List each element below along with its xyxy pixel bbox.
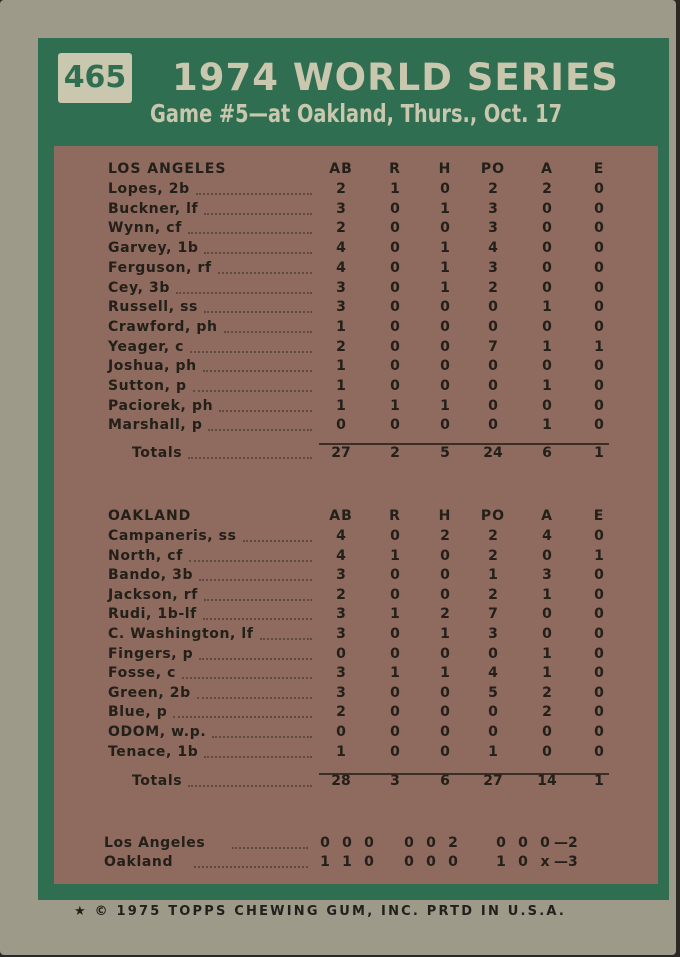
leader-dots xyxy=(203,370,312,372)
stat-r: 0 xyxy=(390,586,400,603)
stat-po: 3 xyxy=(488,200,498,217)
inning-score: 0 xyxy=(426,854,436,870)
player-name: North, cf xyxy=(108,547,183,564)
stat-ab: 0 xyxy=(336,417,346,434)
stat-po: 3 xyxy=(488,259,498,276)
leader-dots xyxy=(173,716,312,718)
stat-h: 1 xyxy=(440,397,450,414)
stat-h: 0 xyxy=(440,547,450,564)
stat-ab: 1 xyxy=(336,743,346,760)
player-name: Ferguson, rf xyxy=(108,259,212,276)
player-row xyxy=(54,260,658,279)
stat-a: 1 xyxy=(542,417,552,434)
stat-r: 0 xyxy=(390,724,400,740)
stat-e: 1 xyxy=(594,547,604,564)
los_angeles-totals-row xyxy=(54,445,658,464)
player-row xyxy=(54,587,658,606)
total-ab: 27 xyxy=(331,445,351,461)
player-name: Yeager, c xyxy=(108,338,185,355)
total-ab: 28 xyxy=(331,773,351,789)
stat-h: 1 xyxy=(440,626,450,642)
stat-po: 0 xyxy=(488,378,498,394)
stat-ab: 0 xyxy=(336,724,346,740)
stat-ab: 2 xyxy=(336,704,346,721)
stat-a: 1 xyxy=(542,378,552,394)
player-name: C. Washington, lf xyxy=(108,626,254,642)
leader-dots xyxy=(204,252,312,254)
stat-ab: 4 xyxy=(336,528,346,544)
stat-ab: 4 xyxy=(336,240,346,257)
column-header-po: PO xyxy=(480,161,506,177)
stat-e: 0 xyxy=(594,528,604,544)
stat-po: 0 xyxy=(488,724,498,740)
column-header-a: A xyxy=(541,161,553,177)
stat-r: 1 xyxy=(390,665,400,682)
stat-po: 0 xyxy=(488,318,498,335)
stat-po: 3 xyxy=(488,626,498,642)
inning-score: 0 xyxy=(364,835,374,851)
stat-a: 2 xyxy=(542,181,552,197)
stat-r: 0 xyxy=(390,528,400,544)
stat-e: 0 xyxy=(594,606,604,623)
stat-r: 1 xyxy=(390,547,400,564)
final-score: —2 xyxy=(554,835,578,851)
total-r: 2 xyxy=(390,445,400,461)
stat-r: 0 xyxy=(390,259,400,276)
linescore-team: Oakland xyxy=(104,854,174,870)
stat-ab: 1 xyxy=(336,358,346,375)
stat-a: 3 xyxy=(542,567,552,584)
stat-r: 0 xyxy=(390,567,400,584)
team-name: OAKLAND xyxy=(108,508,192,524)
leader-dots xyxy=(188,457,312,459)
total-po: 24 xyxy=(483,445,503,461)
stat-po: 3 xyxy=(488,220,498,237)
column-header-e: E xyxy=(593,508,605,524)
oakland-totals-row xyxy=(54,773,658,792)
column-header-ab: AB xyxy=(329,508,353,524)
player-name: Bando, 3b xyxy=(108,567,194,584)
stat-a: 1 xyxy=(542,665,552,682)
stat-r: 0 xyxy=(390,626,400,642)
stat-a: 0 xyxy=(542,318,552,335)
column-header-h: H xyxy=(438,508,452,524)
player-name: Jackson, rf xyxy=(108,586,198,603)
total-a: 14 xyxy=(537,773,557,789)
inning-score: 0 xyxy=(496,835,506,851)
stat-a: 2 xyxy=(542,684,552,701)
stat-a: 0 xyxy=(542,626,552,642)
stat-h: 0 xyxy=(440,704,450,721)
player-name: Sutton, p xyxy=(108,378,187,394)
stat-e: 0 xyxy=(594,279,604,296)
leader-dots xyxy=(189,560,312,562)
totals-label: Totals xyxy=(132,773,183,789)
linescore-row xyxy=(54,854,658,873)
stat-e: 0 xyxy=(594,220,604,237)
stat-ab: 2 xyxy=(336,586,346,603)
leader-dots xyxy=(208,429,312,431)
player-row xyxy=(54,280,658,299)
stat-a: 4 xyxy=(542,528,552,544)
stat-a: 0 xyxy=(542,240,552,257)
stat-e: 0 xyxy=(594,417,604,434)
stat-po: 1 xyxy=(488,743,498,760)
leader-dots xyxy=(190,351,312,353)
inning-score: x xyxy=(540,854,550,870)
stat-a: 2 xyxy=(542,704,552,721)
stat-po: 2 xyxy=(488,181,498,197)
stat-e: 0 xyxy=(594,724,604,740)
stat-r: 0 xyxy=(390,704,400,721)
column-header-r: R xyxy=(389,508,401,524)
totals-label: Totals xyxy=(132,445,183,461)
stat-r: 0 xyxy=(390,279,400,296)
stat-ab: 0 xyxy=(336,645,346,662)
player-row xyxy=(54,626,658,645)
stat-po: 4 xyxy=(488,240,498,257)
stat-ab: 2 xyxy=(336,220,346,237)
leader-dots xyxy=(218,272,312,274)
stat-e: 0 xyxy=(594,665,604,682)
leader-dots xyxy=(204,311,312,313)
stat-ab: 1 xyxy=(336,397,346,414)
player-name: Fosse, c xyxy=(108,665,177,682)
stat-r: 1 xyxy=(390,397,400,414)
player-name: Wynn, cf xyxy=(108,220,182,237)
stat-e: 0 xyxy=(594,259,604,276)
player-row xyxy=(54,240,658,259)
stat-ab: 3 xyxy=(336,626,346,642)
stat-r: 0 xyxy=(390,684,400,701)
player-row xyxy=(54,665,658,684)
stat-po: 0 xyxy=(488,299,498,316)
leader-dots xyxy=(204,213,312,215)
player-row xyxy=(54,319,658,338)
player-name: Campaneris, ss xyxy=(108,528,237,544)
stat-a: 0 xyxy=(542,547,552,564)
stat-a: 0 xyxy=(542,358,552,375)
copyright-line: ★ © 1975 TOPPS CHEWING GUM, INC. PRTD IN U.S.A. xyxy=(74,904,566,919)
total-po: 27 xyxy=(483,773,503,789)
stat-h: 0 xyxy=(440,358,450,375)
leader-dots xyxy=(219,410,312,412)
linescore-row xyxy=(54,835,658,854)
player-row xyxy=(54,201,658,220)
inning-score: 0 xyxy=(518,854,528,870)
player-row xyxy=(54,299,658,318)
stat-e: 0 xyxy=(594,704,604,721)
stat-po: 0 xyxy=(488,358,498,375)
stat-ab: 3 xyxy=(336,279,346,296)
inning-score: 0 xyxy=(404,854,414,870)
stat-ab: 3 xyxy=(336,567,346,584)
stat-a: 0 xyxy=(542,259,552,276)
player-name: Marshall, p xyxy=(108,417,203,434)
leader-dots xyxy=(199,658,312,660)
player-row xyxy=(54,606,658,625)
inning-score: 0 xyxy=(426,835,436,851)
player-name: Russell, ss xyxy=(108,299,198,316)
player-row xyxy=(54,220,658,239)
stat-po: 0 xyxy=(488,645,498,662)
leader-dots xyxy=(188,232,312,234)
stat-e: 0 xyxy=(594,240,604,257)
stat-e: 0 xyxy=(594,318,604,335)
stat-po: 2 xyxy=(488,586,498,603)
stat-h: 1 xyxy=(440,259,450,276)
player-row xyxy=(54,685,658,704)
team-name: LOS ANGELES xyxy=(108,161,227,177)
total-e: 1 xyxy=(594,773,604,789)
stat-e: 1 xyxy=(594,338,604,355)
player-row xyxy=(54,528,658,547)
stat-h: 2 xyxy=(440,606,450,623)
total-r: 3 xyxy=(390,773,400,789)
leader-dots xyxy=(193,390,312,392)
player-row xyxy=(54,646,658,665)
stat-r: 0 xyxy=(390,417,400,434)
leader-dots xyxy=(194,866,308,868)
player-name: Cey, 3b xyxy=(108,279,170,296)
stat-a: 0 xyxy=(542,200,552,217)
player-row xyxy=(54,724,658,743)
inning-score: 1 xyxy=(342,854,352,870)
stat-r: 0 xyxy=(390,318,400,335)
game-subtitle: Game #5—at Oakland, Thurs., Oct. 17 xyxy=(150,99,563,128)
stat-e: 0 xyxy=(594,743,604,760)
stat-h: 2 xyxy=(440,528,450,544)
player-name: Crawford, ph xyxy=(108,318,218,335)
stat-e: 0 xyxy=(594,645,604,662)
stat-a: 1 xyxy=(542,586,552,603)
player-row xyxy=(54,181,658,200)
stat-h: 0 xyxy=(440,743,450,760)
leader-dots xyxy=(212,736,312,738)
stat-h: 0 xyxy=(440,684,450,701)
stat-h: 0 xyxy=(440,299,450,316)
stat-e: 0 xyxy=(594,378,604,394)
column-header-h: H xyxy=(438,161,452,177)
stat-po: 7 xyxy=(488,606,498,623)
stat-a: 1 xyxy=(542,645,552,662)
column-header-a: A xyxy=(541,508,553,524)
column-header-po: PO xyxy=(480,508,506,524)
stat-ab: 4 xyxy=(336,259,346,276)
stat-po: 2 xyxy=(488,279,498,296)
column-header-r: R xyxy=(389,161,401,177)
leader-dots xyxy=(260,638,312,640)
stat-e: 0 xyxy=(594,684,604,701)
stat-h: 0 xyxy=(440,724,450,740)
stat-po: 7 xyxy=(488,338,498,355)
stat-ab: 1 xyxy=(336,378,346,394)
stat-e: 0 xyxy=(594,626,604,642)
stat-po: 1 xyxy=(488,567,498,584)
stat-e: 0 xyxy=(594,397,604,414)
inning-score: 0 xyxy=(540,835,550,851)
stat-r: 1 xyxy=(390,181,400,197)
stat-h: 0 xyxy=(440,645,450,662)
stat-r: 0 xyxy=(390,299,400,316)
stat-r: 0 xyxy=(390,358,400,375)
player-name: Tenace, 1b xyxy=(108,743,199,760)
player-name: Paciorek, ph xyxy=(108,397,214,414)
inning-score: 1 xyxy=(320,854,330,870)
linescore-team: Los Angeles xyxy=(104,835,206,851)
player-name: Rudi, 1b-lf xyxy=(108,606,197,623)
inning-score: 0 xyxy=(342,835,352,851)
stat-po: 0 xyxy=(488,397,498,414)
player-row xyxy=(54,417,658,436)
player-row xyxy=(54,548,658,567)
stat-po: 5 xyxy=(488,684,498,701)
stat-a: 0 xyxy=(542,279,552,296)
stat-e: 0 xyxy=(594,586,604,603)
stat-r: 0 xyxy=(390,338,400,355)
inning-score: 0 xyxy=(448,854,458,870)
player-name: ODOM, w.p. xyxy=(108,724,207,740)
leader-dots xyxy=(197,697,312,699)
stat-a: 1 xyxy=(542,299,552,316)
player-name: Blue, p xyxy=(108,704,168,721)
stat-r: 1 xyxy=(390,606,400,623)
leader-dots xyxy=(196,193,312,195)
total-a: 6 xyxy=(542,445,552,461)
leader-dots xyxy=(182,677,312,679)
stat-r: 0 xyxy=(390,240,400,257)
player-row xyxy=(54,744,658,763)
leader-dots xyxy=(204,756,312,758)
stat-e: 0 xyxy=(594,299,604,316)
stat-h: 0 xyxy=(440,338,450,355)
stat-a: 0 xyxy=(542,397,552,414)
card-title: 1974 WORLD SERIES xyxy=(172,56,619,99)
player-name: Joshua, ph xyxy=(108,358,197,375)
stat-e: 0 xyxy=(594,200,604,217)
stat-r: 0 xyxy=(390,200,400,217)
stat-ab: 3 xyxy=(336,665,346,682)
player-row xyxy=(54,339,658,358)
player-name: Buckner, lf xyxy=(108,200,199,217)
stat-h: 0 xyxy=(440,417,450,434)
stat-po: 2 xyxy=(488,528,498,544)
player-name: Garvey, 1b xyxy=(108,240,199,257)
stat-e: 0 xyxy=(594,567,604,584)
stat-a: 0 xyxy=(542,724,552,740)
inning-score: 0 xyxy=(364,854,374,870)
column-header-e: E xyxy=(593,161,605,177)
stat-r: 0 xyxy=(390,378,400,394)
stat-h: 0 xyxy=(440,318,450,335)
leader-dots xyxy=(232,847,308,849)
leader-dots xyxy=(199,579,312,581)
stat-po: 0 xyxy=(488,417,498,434)
player-row xyxy=(54,378,658,397)
stat-h: 1 xyxy=(440,279,450,296)
leader-dots xyxy=(204,599,312,601)
card-number: 465 xyxy=(58,53,132,103)
stat-po: 0 xyxy=(488,704,498,721)
stat-h: 1 xyxy=(440,665,450,682)
stat-po: 2 xyxy=(488,547,498,564)
inning-score: 0 xyxy=(518,835,528,851)
player-row xyxy=(54,567,658,586)
player-name: Lopes, 2b xyxy=(108,181,190,197)
stat-po: 4 xyxy=(488,665,498,682)
total-e: 1 xyxy=(594,445,604,461)
box-score-panel xyxy=(54,146,658,884)
stat-ab: 3 xyxy=(336,200,346,217)
stat-ab: 4 xyxy=(336,547,346,564)
los_angeles-header-row xyxy=(54,161,658,180)
stat-ab: 3 xyxy=(336,299,346,316)
total-h: 5 xyxy=(440,445,450,461)
stat-h: 0 xyxy=(440,181,450,197)
stat-r: 0 xyxy=(390,645,400,662)
stat-e: 0 xyxy=(594,358,604,375)
player-row xyxy=(54,358,658,377)
inning-score: 0 xyxy=(404,835,414,851)
stat-ab: 3 xyxy=(336,606,346,623)
inning-score: 2 xyxy=(448,835,458,851)
leader-dots xyxy=(203,618,312,620)
leader-dots xyxy=(188,785,312,787)
stat-e: 0 xyxy=(594,181,604,197)
leader-dots xyxy=(224,331,312,333)
inning-score: 0 xyxy=(320,835,330,851)
leader-dots xyxy=(176,292,312,294)
leader-dots xyxy=(243,540,312,542)
stat-h: 0 xyxy=(440,378,450,394)
stat-a: 0 xyxy=(542,220,552,237)
stat-a: 0 xyxy=(542,606,552,623)
stat-r: 0 xyxy=(390,220,400,237)
stat-ab: 2 xyxy=(336,181,346,197)
final-score: —3 xyxy=(554,854,578,870)
stat-h: 1 xyxy=(440,240,450,257)
player-name: Green, 2b xyxy=(108,684,191,701)
inning-score: 1 xyxy=(496,854,506,870)
player-row xyxy=(54,398,658,417)
stat-a: 0 xyxy=(542,743,552,760)
oakland-header-row xyxy=(54,508,658,527)
stat-h: 0 xyxy=(440,586,450,603)
stat-h: 1 xyxy=(440,200,450,217)
stat-ab: 2 xyxy=(336,338,346,355)
column-header-ab: AB xyxy=(329,161,353,177)
player-name: Fingers, p xyxy=(108,645,194,662)
total-h: 6 xyxy=(440,773,450,789)
stat-r: 0 xyxy=(390,743,400,760)
stat-h: 0 xyxy=(440,220,450,237)
stat-h: 0 xyxy=(440,567,450,584)
player-row xyxy=(54,704,658,723)
stat-ab: 3 xyxy=(336,684,346,701)
stat-a: 1 xyxy=(542,338,552,355)
stat-ab: 1 xyxy=(336,318,346,335)
